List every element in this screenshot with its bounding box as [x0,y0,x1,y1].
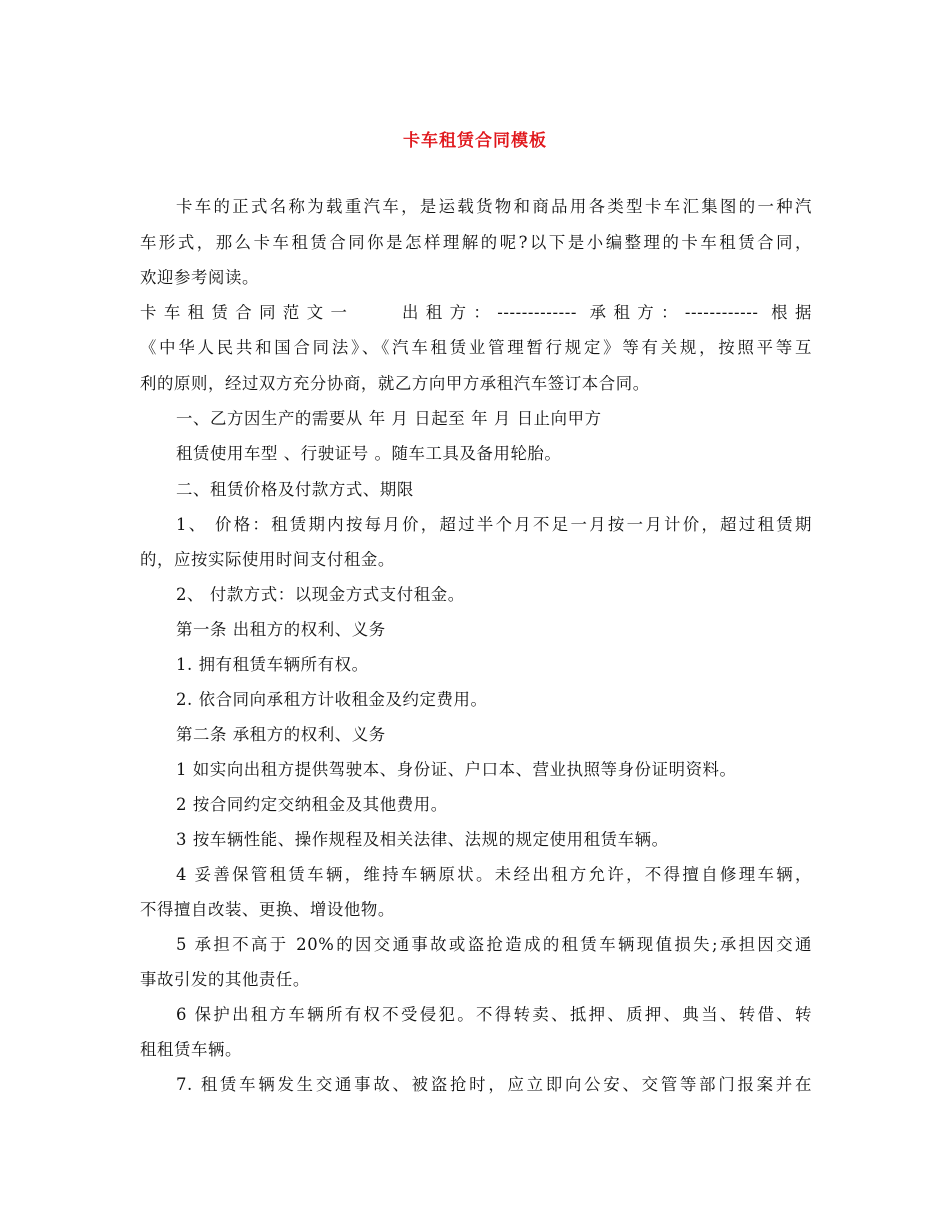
paragraph-line: 租租赁车辆。 [140,1040,242,1059]
paragraph-line: 1、 价格：租赁期内按每月价，超过半个月不足一月按一月计价，超过租赁期 [176,515,812,534]
paragraph-line: 5 承担不高于 20%的因交通事故或盗抢造成的租赁车辆现值损失;承担因交通 [176,935,812,954]
paragraph-line: 《中华人民共和国合同法》、《汽车租赁业管理暂行规定》等有关规，按照平等互 [140,338,812,357]
paragraph-line: 卡车的正式名称为载重汽车，是运载货物和商品用各类型卡车汇集图的一种汽 [176,197,812,216]
paragraph-line: 不得擅自改装、更换、增设他物。 [140,900,395,919]
paragraph-line: 利的原则，经过双方充分协商，就乙方向甲方承租汽车签订本合同。 [140,374,650,393]
paragraph-line: 租赁使用车型 、行驶证号 。随车工具及备用轮胎。 [176,444,562,463]
paragraph-line: 2、 付款方式：以现金方式支付租金。 [176,585,465,604]
paragraph-line: 1 如实向出租方提供驾驶本、身份证、户口本、营业执照等身份证明资料。 [176,760,737,779]
paragraph-line: 的，应按实际使用时间支付租金。 [140,550,395,569]
paragraph-line: 二、租赁价格及付款方式、期限 [176,480,414,499]
paragraph-line: 7. 租赁车辆发生交通事故、被盗抢时，应立即向公安、交管等部门报案并在 [176,1075,812,1094]
paragraph-line: 2. 依合同向承租方计收租金及约定费用。 [176,690,488,709]
paragraph-line: 第二条 承租方的权利、义务 [176,725,386,744]
paragraph-line: 4 妥善保管租赁车辆，维持车辆原状。未经出租方允许，不得擅自修理车辆， [176,865,812,884]
paragraph-line: 车形式，那么卡车租赁合同你是怎样理解的呢?以下是小编整理的卡车租赁合同， [140,233,812,252]
paragraph-line: 事故引发的其他责任。 [140,970,310,989]
paragraph-line: 卡车租赁合同范文一 出租方：------------- 承租方：------------ 根据 [140,303,812,322]
paragraph-line: 6 保护出租方车辆所有权不受侵犯。不得转卖、抵押、质押、典当、转借、转 [176,1005,812,1024]
document-title: 卡车租赁合同模板 [403,131,547,151]
paragraph-line: 2 按合同约定交纳租金及其他费用。 [176,795,448,814]
paragraph-line: 3 按车辆性能、操作规程及相关法律、法规的规定使用租赁车辆。 [176,830,669,849]
paragraph-line: 一、乙方因生产的需要从 年 月 日起至 年 月 日止向甲方 [176,409,602,428]
paragraph-line: 第一条 出租方的权利、义务 [176,620,386,639]
paragraph-line: 欢迎参考阅读。 [140,268,259,287]
paragraph-line: 1. 拥有租赁车辆所有权。 [176,655,369,674]
